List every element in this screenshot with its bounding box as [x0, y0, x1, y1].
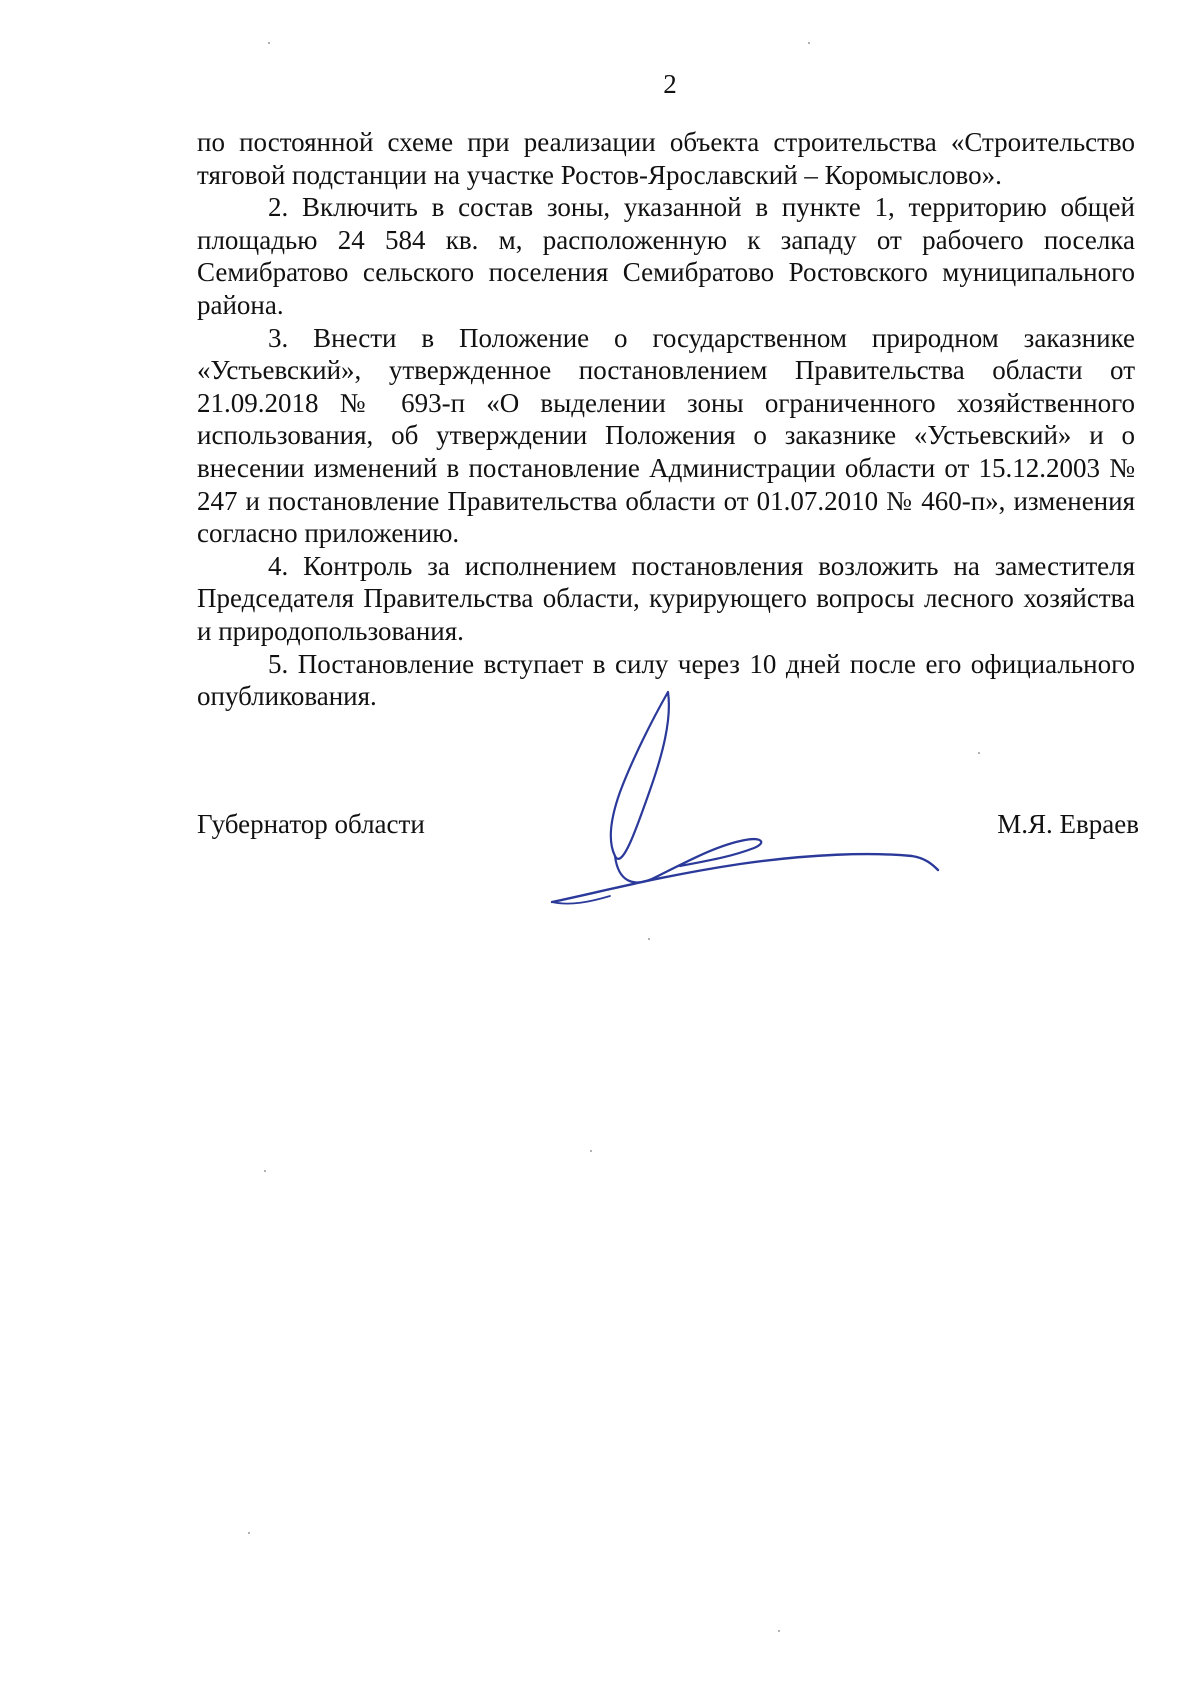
- document-body: [197, 126, 1135, 713]
- signature-hook-stroke: [615, 839, 761, 882]
- paragraph-continuation: по постоянной схеме при реализации объекта строительства «Строительство тяговой подстанции на участке Ростов-Ярославский – Коромыслово».: [197, 127, 1135, 190]
- scan-speck: [590, 1150, 592, 1152]
- paragraph-item-4: 4. Контроль за исполнением постановления возложить на заместителя Председателя Правительства области, курирующего вопросы лесного хозяйства и природопользования.: [197, 550, 1135, 646]
- scan-speck: [648, 938, 650, 940]
- signature-loop-stroke: [611, 692, 669, 859]
- scan-speck: [978, 752, 980, 754]
- signature-underline-stroke: [552, 854, 938, 902]
- signer-title: Губернатор области: [197, 809, 425, 839]
- scan-speck: [264, 1170, 266, 1172]
- signer-name: М.Я. Евраев: [997, 809, 1139, 839]
- scan-speck: [778, 1630, 780, 1632]
- paragraph-item-3: 3. Внести в Положение о государственном природном заказнике «Устьевский», утвержденное постановлением Правительства области от 21.09.2018 № 693-п «О выделении зоны ограниченного хозяйственного использования, об утверждении Положения о заказнике «Устьевский» и о внесении изменений в постановление Администрации области от 15.12.2003 № 247 и постановление Правительства области от 01.07.2010 № 460-п», изменения согласно приложению.: [197, 322, 1135, 549]
- page-number: 2: [663, 69, 677, 99]
- paragraph-item-5: 5. Постановление вступает в силу через 10 дней после его официального опубликования.: [197, 648, 1135, 712]
- scan-speck: [808, 42, 810, 44]
- paragraph-item-2: 2. Включить в состав зоны, указанной в пункте 1, территорию общей площадью 24 584 кв. м, расположенную к западу от рабочего поселка Семибратово сельского поселения Семибратово Ростовского муниципального района.: [197, 192, 1135, 320]
- scan-speck: [268, 42, 270, 44]
- scan-speck: [248, 1532, 250, 1534]
- handwritten-signature: [540, 680, 970, 930]
